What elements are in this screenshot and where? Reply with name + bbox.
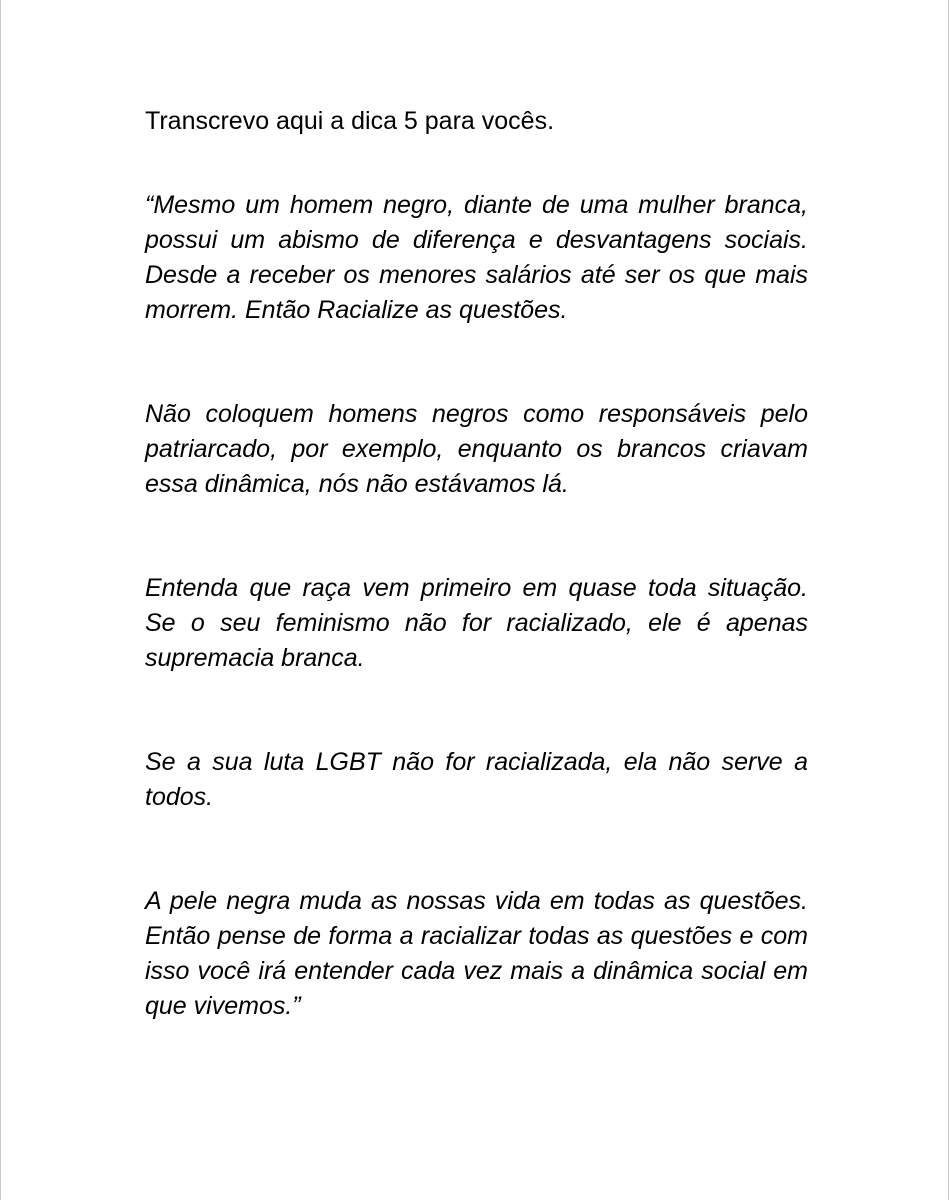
quote-paragraph-1: “Mesmo um homem negro, diante de uma mulher branca, possui um abismo de diferença e desvantagens sociais. Desde a receber os menores salários até ser os que mais morrem. Então Racialize as questões. — [145, 191, 808, 324]
document-body — [145, 104, 808, 1024]
quote-paragraph-2: Não coloquem homens negros como responsáveis pelo patriarcado, por exemplo, enquanto os brancos criavam essa dinâmica, nós não estávamos lá. — [145, 400, 808, 498]
quote-paragraph-4: Se a sua luta LGBT não for racializada, ela não serve a todos. — [145, 748, 808, 811]
quote-paragraph-3: Entenda que raça vem primeiro em quase toda situação. Se o seu feminismo não for racializado, ele é apenas supremacia branca. — [145, 574, 808, 672]
intro-text: Transcrevo aqui a dica 5 para vocês. — [145, 107, 555, 135]
quote-paragraph-5: A pele negra muda as nossas vida em todas as questões. Então pense de forma a racializar todas as questões e com isso você irá entender cada vez mais a dinâmica social em que vivemos.” — [145, 887, 808, 1020]
